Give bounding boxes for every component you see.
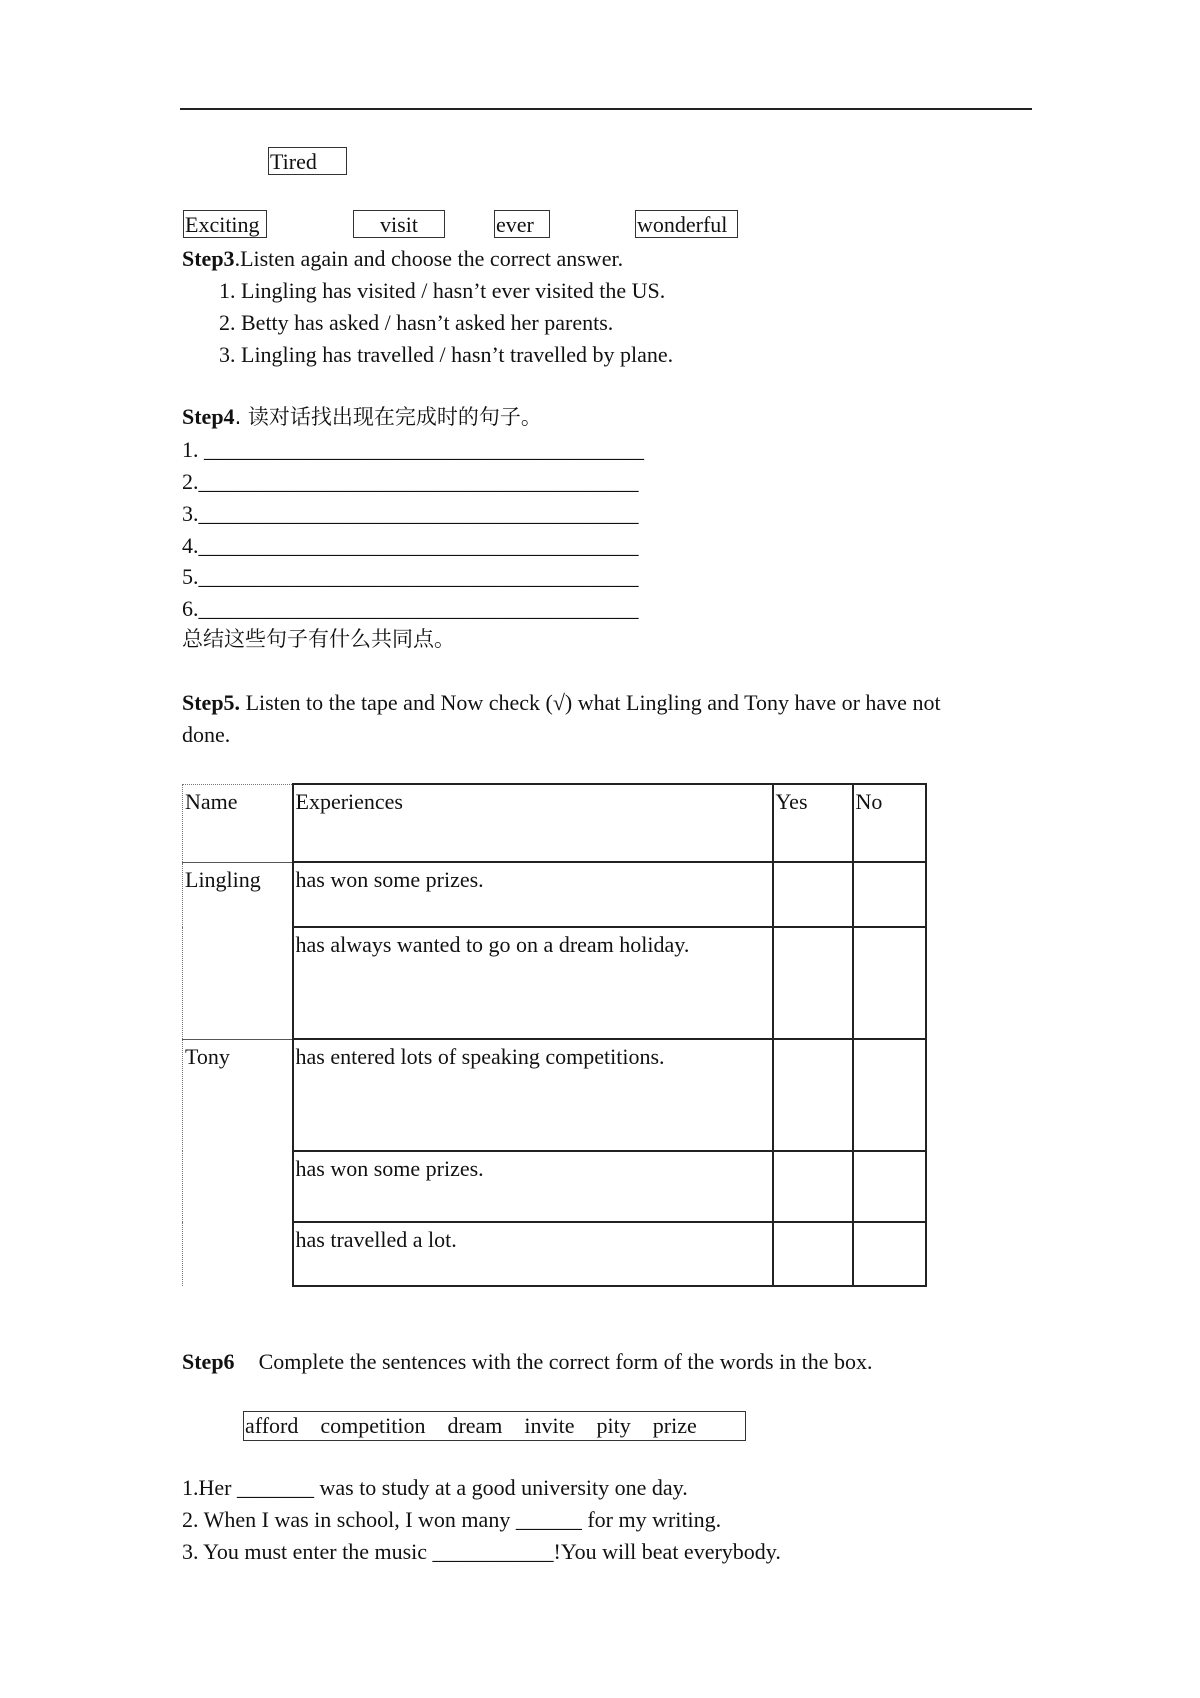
header-name: Name (183, 784, 293, 862)
word-bank-item: afford (245, 1413, 299, 1438)
table-row (183, 1222, 926, 1286)
yes-check-cell[interactable] (773, 1222, 853, 1286)
word-box-ever: ever (494, 210, 550, 238)
step3-item: 3. Lingling has travelled / hasn’t travelled by plane. (219, 342, 674, 367)
step6-sentence: 2. When I was in school, I won many ______ for my writing. (182, 1507, 722, 1532)
word-box-wonderful: wonderful (635, 210, 738, 238)
experience-cell: has always wanted to go on a dream holiday. (293, 927, 773, 1039)
no-check-cell[interactable] (853, 1039, 926, 1151)
step4-summary: 总结这些句子有什么共同点。 (182, 627, 455, 651)
word-bank-item: pity (596, 1413, 631, 1438)
step4-blank: 6.________________________________________ (182, 596, 639, 621)
table-row (183, 862, 926, 927)
word-bank-box (243, 1411, 746, 1441)
no-check-cell[interactable] (853, 862, 926, 927)
experience-cell: has travelled a lot. (293, 1222, 773, 1286)
step4-heading: Step4. 读对话找出现在完成时的句子。 (182, 404, 542, 429)
yes-check-cell[interactable] (773, 1151, 853, 1222)
experience-cell: has entered lots of speaking competitions. (293, 1039, 773, 1151)
step3-item: 1. Lingling has visited / hasn’t ever visited the US. (219, 278, 666, 303)
word-box-tired: Tired (268, 147, 347, 175)
experience-table (182, 783, 927, 1287)
header-yes: Yes (773, 784, 853, 862)
table-row (183, 927, 926, 1039)
step6-sentence: 3. You must enter the music ___________!You will beat everybody. (182, 1539, 781, 1564)
word-bank-item: invite (524, 1413, 575, 1438)
experience-cell: has won some prizes. (293, 1151, 773, 1222)
no-check-cell[interactable] (853, 1222, 926, 1286)
experience-cell: has won some prizes. (293, 862, 773, 927)
step4-blank: 4.________________________________________ (182, 533, 639, 558)
table-row (183, 1151, 926, 1222)
header-no: No (853, 784, 926, 862)
yes-check-cell[interactable] (773, 927, 853, 1039)
step4-blank: 3.________________________________________ (182, 501, 639, 526)
step4-blank: 2.________________________________________ (182, 469, 639, 494)
step5-heading: Step5. Listen to the tape and Now check (√) what Lingling and Tony have or have not (182, 690, 941, 715)
name-cell-lingling: Lingling (183, 862, 293, 1039)
word-bank-item: prize (652, 1413, 697, 1438)
step3-item: 2. Betty has asked / hasn’t asked her parents. (219, 310, 614, 335)
step3-heading: Step3.Listen again and choose the correct answer. (182, 246, 624, 271)
word-box-exciting: Exciting (183, 210, 267, 238)
no-check-cell[interactable] (853, 1151, 926, 1222)
header-experiences: Experiences (293, 784, 773, 862)
step6-sentence: 1.Her _______ was to study at a good university one day. (182, 1475, 688, 1500)
word-bank-item: dream (447, 1413, 503, 1438)
word-bank-item: competition (320, 1413, 426, 1438)
step5-heading-cont: done. (182, 722, 231, 747)
step4-blank: 5.________________________________________ (182, 564, 639, 589)
step4-blank: 1. ________________________________________ (182, 437, 644, 462)
name-cell-tony: Tony (183, 1039, 293, 1286)
step6-heading: Step6 Complete the sentences with the correct form of the words in the box. (182, 1349, 873, 1374)
table-header-row (183, 784, 926, 862)
yes-check-cell[interactable] (773, 862, 853, 927)
yes-check-cell[interactable] (773, 1039, 853, 1151)
word-box-visit: visit (353, 210, 445, 238)
table-row (183, 1039, 926, 1151)
no-check-cell[interactable] (853, 927, 926, 1039)
header-rule (180, 108, 1032, 110)
